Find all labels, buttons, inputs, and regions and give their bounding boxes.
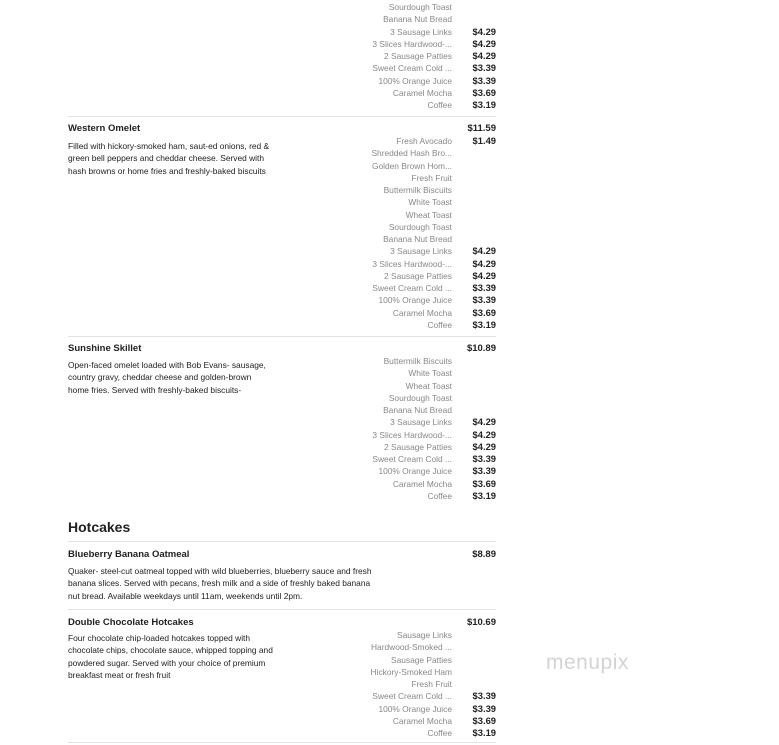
option-row[interactable] (338, 62, 496, 74)
option-price: $3.39 (472, 453, 496, 464)
option-label: Sweet Cream Cold ... (372, 691, 452, 702)
option-label: 3 Sausage Links (390, 26, 452, 37)
option-price: $3.69 (472, 714, 496, 726)
option-label: Sweet Cream Cold ... (372, 283, 452, 293)
option-row[interactable] (338, 282, 496, 294)
option-price: $3.69 (472, 306, 496, 318)
option-row[interactable] (338, 690, 496, 702)
option-label: 100% Orange Juice (378, 703, 452, 714)
option-row[interactable] (338, 184, 496, 196)
option-label: Buttermilk Biscuits (383, 356, 452, 366)
option-row[interactable] (338, 13, 496, 25)
option-list (338, 135, 496, 331)
option-label: Sausage Patties (391, 654, 452, 665)
option-row[interactable] (338, 26, 496, 38)
option-price: $4.29 (472, 50, 496, 61)
option-label: 3 Sausage Links (390, 417, 452, 428)
item-description: Filled with hickory-smoked ham, saut-ed onions, red & green bell peppers and cheddar cheese. Served with hash browns or home fries and freshly-baked biscuits (68, 141, 270, 176)
option-price: $3.39 (472, 702, 496, 714)
option-row[interactable] (338, 380, 496, 392)
option-price: $4.29 (472, 440, 496, 452)
option-price: $4.29 (472, 269, 496, 281)
option-label: 3 Slices Hardwood-... (372, 38, 452, 49)
option-label: 3 Slices Hardwood-... (372, 258, 452, 269)
option-label: Golden Brown Hom... (371, 160, 452, 171)
option-row[interactable] (338, 441, 496, 453)
option-label: 100% Orange Juice (378, 295, 452, 306)
option-label: Wheat Toast (405, 209, 452, 220)
option-label: Banana Nut Bread (383, 405, 452, 415)
item-name: Sunshine Skillet (68, 343, 142, 354)
option-row[interactable] (338, 404, 496, 416)
item-name: Blueberry Banana Oatmeal (68, 549, 190, 560)
option-row[interactable] (338, 490, 496, 502)
option-row[interactable] (338, 87, 496, 99)
option-row[interactable] (338, 429, 496, 441)
option-label: Sourdough Toast (388, 392, 452, 403)
item-description: Four chocolate chip-loaded hotcakes topped with chocolate chips, chocolate sauce, whipped topping and powdered sugar. Served with your choice of premium breakfast meat or fresh fruit (68, 633, 273, 681)
option-price: $3.69 (472, 477, 496, 489)
item-price: $10.89 (466, 343, 496, 354)
option-price: $3.39 (472, 690, 496, 702)
option-row[interactable] (338, 196, 496, 208)
option-row[interactable] (338, 319, 496, 331)
option-price: $3.19 (472, 489, 496, 501)
option-price: $3.39 (472, 282, 496, 293)
option-row[interactable] (338, 1, 496, 13)
option-row[interactable] (338, 135, 496, 147)
option-label: Banana Nut Bread (383, 14, 452, 25)
option-row[interactable] (338, 307, 496, 319)
option-price: $1.49 (472, 135, 496, 146)
item-divider (68, 609, 496, 610)
option-row[interactable] (338, 270, 496, 282)
option-row[interactable] (338, 50, 496, 62)
option-price: $4.29 (472, 37, 496, 49)
option-price: $3.39 (472, 294, 496, 306)
option-label: 2 Sausage Patties (384, 270, 452, 281)
item-price: $8.89 (472, 549, 496, 560)
option-price: $4.29 (472, 257, 496, 269)
item-price: $11.59 (467, 123, 496, 134)
option-label: Sausage Links (397, 630, 452, 640)
option-row[interactable] (338, 715, 496, 727)
item-name: Western Omelet (68, 123, 141, 134)
option-label: Caramel Mocha (392, 87, 452, 98)
option-label: Coffee (427, 490, 452, 501)
option-label: 2 Sausage Patties (384, 51, 452, 61)
option-label: White Toast (408, 197, 452, 208)
option-label: Caramel Mocha (392, 715, 452, 726)
option-label: Caramel Mocha (392, 307, 452, 318)
option-label: Buttermilk Biscuits (383, 185, 452, 195)
option-label: Fresh Fruit (411, 172, 452, 183)
option-row[interactable] (338, 355, 496, 367)
option-label: Hickory-Smoked Ham (370, 666, 452, 677)
option-price: $3.39 (472, 74, 496, 86)
option-row[interactable] (338, 453, 496, 465)
option-row[interactable] (338, 367, 496, 379)
option-label: 2 Sausage Patties (384, 441, 452, 452)
option-row[interactable] (338, 392, 496, 404)
option-row[interactable] (338, 233, 496, 245)
option-label: 3 Slices Hardwood-... (372, 429, 452, 440)
item-divider (68, 541, 496, 542)
menupix-watermark-logo: menupix (546, 651, 629, 674)
option-price: $3.39 (472, 62, 496, 74)
option-price: $4.29 (472, 416, 496, 428)
option-label: Sourdough Toast (388, 2, 452, 12)
option-label: 100% Orange Juice (378, 75, 452, 86)
option-label: Sweet Cream Cold ... (372, 63, 452, 74)
option-row[interactable] (338, 160, 496, 172)
option-row[interactable] (338, 209, 496, 221)
option-label: 100% Orange Juice (378, 466, 452, 477)
item-price: $10.69 (466, 617, 496, 628)
item-name: Double Chocolate Hotcakes (68, 617, 194, 628)
option-label: Coffee (427, 319, 452, 330)
option-row[interactable] (338, 478, 496, 490)
option-price: $4.29 (472, 25, 496, 37)
option-price: $4.29 (472, 428, 496, 440)
option-row[interactable] (338, 641, 496, 653)
item-description: Open-faced omelet loaded with Bob Evans- sausage, country gravy, cheddar cheese and golden-brown home fries. Served with freshly-baked biscuits- (68, 360, 266, 395)
item-divider (68, 336, 496, 337)
option-row[interactable] (338, 245, 496, 257)
option-row[interactable] (338, 666, 496, 678)
option-label: Coffee (427, 728, 452, 738)
option-list (338, 1, 496, 111)
option-row[interactable] (338, 221, 496, 233)
option-label: Wheat Toast (405, 380, 452, 391)
option-row[interactable] (338, 654, 496, 666)
option-label: Hardwood-Smoked ... (371, 642, 452, 653)
option-row[interactable] (338, 99, 496, 111)
option-row[interactable] (338, 465, 496, 477)
item-divider (68, 742, 496, 743)
option-row[interactable] (338, 147, 496, 159)
option-price: $3.19 (472, 318, 496, 330)
item-description: Quaker- steel-cut oatmeal topped with wild blueberries, blueberry sauce and fresh banana slices. Served with pecans, fresh milk and a side of freshly baked banana nut bread. Available weekdays until 11am, weekends until 2pm. (68, 566, 372, 601)
option-label: Sweet Cream Cold ... (372, 454, 452, 464)
option-row[interactable] (338, 416, 496, 428)
option-label: Caramel Mocha (392, 478, 452, 489)
option-label: Fresh Avocado (396, 136, 452, 146)
option-price: $3.39 (472, 465, 496, 477)
option-list (338, 629, 496, 739)
option-price: $3.19 (472, 99, 496, 110)
option-label: Coffee (427, 100, 452, 110)
option-row[interactable] (338, 629, 496, 641)
option-label: 3 Sausage Links (390, 246, 452, 257)
option-row[interactable] (338, 75, 496, 87)
option-list (338, 355, 496, 502)
option-label: Fresh Fruit (411, 679, 452, 689)
option-price: $3.69 (472, 86, 496, 98)
option-price: $4.29 (472, 245, 496, 257)
option-label: Sourdough Toast (388, 221, 452, 232)
option-label: White Toast (408, 368, 452, 379)
option-row[interactable] (338, 678, 496, 690)
option-price: $3.19 (472, 727, 496, 738)
option-row[interactable] (338, 38, 496, 50)
option-row[interactable] (338, 294, 496, 306)
option-label: Banana Nut Bread (383, 234, 452, 244)
item-divider (68, 116, 496, 117)
option-row[interactable] (338, 703, 496, 715)
option-label: Shredded Hash Bro... (371, 148, 452, 159)
section-title-hotcakes: Hotcakes (68, 519, 131, 535)
option-row[interactable] (338, 727, 496, 739)
option-row[interactable] (338, 172, 496, 184)
option-row[interactable] (338, 258, 496, 270)
